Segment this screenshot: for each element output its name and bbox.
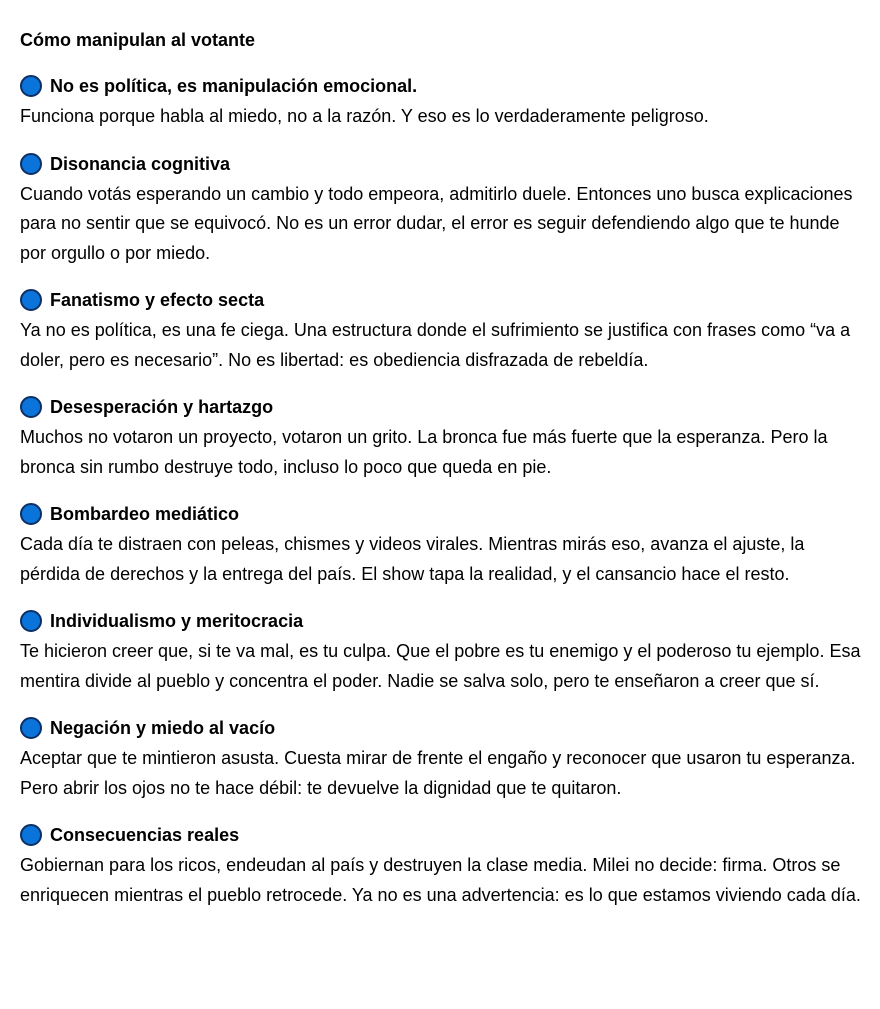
section-heading bbox=[20, 150, 864, 178]
section-heading bbox=[20, 500, 864, 528]
blue-circle-icon bbox=[20, 75, 42, 97]
section-heading bbox=[20, 393, 864, 421]
section-body: Gobiernan para los ricos, endeudan al país y destruyen la clase media. Milei no decide: firma. Otros se enriquecen mientras el pueblo retrocede. Ya no es una advertencia: es lo que estamos viviendo cada día. bbox=[20, 855, 861, 905]
blue-circle-icon bbox=[20, 153, 42, 175]
section-heading bbox=[20, 607, 864, 635]
section-heading bbox=[20, 821, 864, 849]
section-cognitive-dissonance bbox=[20, 150, 864, 269]
blue-circle-icon bbox=[20, 717, 42, 739]
section-title: Fanatismo y efecto secta bbox=[50, 290, 265, 310]
section-body: Te hicieron creer que, si te va mal, es tu culpa. Que el pobre es tu enemigo y el poderoso tu ejemplo. Esa mentira divide al pueblo y concentra el poder. Nadie se salva solo, pero te enseñaron a creer que sí. bbox=[20, 641, 861, 691]
section-fanaticism bbox=[20, 286, 864, 375]
section-body: Aceptar que te mintieron asusta. Cuesta mirar de frente el engaño y reconocer que usaron tu esperanza. Pero abrir los ojos no te hace débil: te devuelve la dignidad que te quitaron. bbox=[20, 748, 856, 798]
section-heading bbox=[20, 72, 864, 100]
section-title: Desesperación y hartazgo bbox=[50, 397, 274, 417]
section-title: Consecuencias reales bbox=[50, 825, 240, 845]
section-body: Ya no es política, es una fe ciega. Una estructura donde el sufrimiento se justifica con frases como “va a doler, pero es necesario”. No es libertad: es obediencia disfrazada de rebeldía. bbox=[20, 320, 851, 370]
section-title: Negación y miedo al vacío bbox=[50, 718, 276, 738]
blue-circle-icon bbox=[20, 503, 42, 525]
section-emotional-manipulation bbox=[20, 72, 864, 132]
section-individualism bbox=[20, 607, 864, 696]
section-body: Funciona porque habla al miedo, no a la razón. Y eso es lo verdaderamente peligroso. bbox=[20, 106, 709, 126]
section-title: No es política, es manipulación emocional. bbox=[50, 76, 418, 96]
section-body: Cuando votás esperando un cambio y todo empeora, admitirlo duele. Entonces uno busca explicaciones para no sentir que se equivocó. No es un error dudar, el error es seguir defendiendo algo que te hunde por orgullo o por miedo. bbox=[20, 183, 853, 263]
blue-circle-icon bbox=[20, 396, 42, 418]
blue-circle-icon bbox=[20, 610, 42, 632]
section-body: Cada día te distraen con peleas, chismes y videos virales. Mientras mirás eso, avanza el ajuste, la pérdida de derechos y la entrega del país. El show tapa la realidad, y el cansancio hace el resto. bbox=[20, 534, 805, 584]
blue-circle-icon bbox=[20, 824, 42, 846]
section-title: Bombardeo mediático bbox=[50, 504, 240, 524]
section-denial bbox=[20, 714, 864, 803]
section-title: Disonancia cognitiva bbox=[50, 153, 231, 174]
section-heading bbox=[20, 286, 864, 314]
section-title: Individualismo y meritocracia bbox=[50, 611, 304, 631]
section-body: Muchos no votaron un proyecto, votaron un grito. La bronca fue más fuerte que la esperanza. Pero la bronca sin rumbo destruye todo, incluso lo poco que queda en pie. bbox=[20, 427, 828, 477]
document-title: Cómo manipulan al votante bbox=[20, 30, 256, 50]
section-media-bombardment bbox=[20, 500, 864, 589]
section-real-consequences bbox=[20, 821, 864, 910]
section-heading bbox=[20, 714, 864, 742]
blue-circle-icon bbox=[20, 289, 42, 311]
section-desperation bbox=[20, 393, 864, 482]
